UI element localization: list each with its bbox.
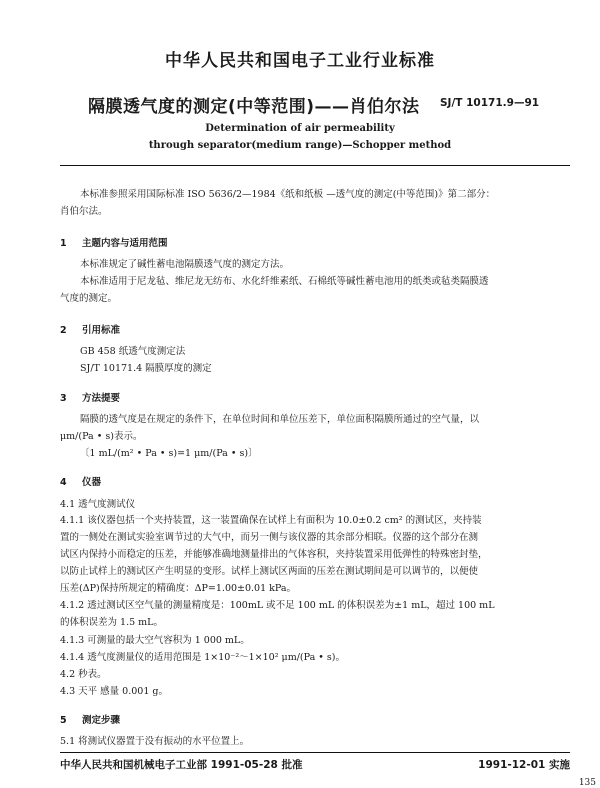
reference-1: GB 458 纸透气度测定法 xyxy=(80,346,186,357)
item-4-3: 4.3 天平 感量 0.001 g。 xyxy=(60,686,168,697)
item-4-1-heading: 4.1 透气度测试仪 xyxy=(60,499,136,510)
section-4-title: 仪器 xyxy=(82,477,102,488)
item-4-2: 4.2 秒表。 xyxy=(60,669,107,680)
intro-line-1: 本标准参照采用国际标准 ISO 5636/2—1984《纸和纸板 —透气度的测定(中等范围)》第二部分： xyxy=(80,189,496,200)
section-1-para-1: 本标准规定了碱性蓄电池隔膜透气度的测定方法。 xyxy=(80,259,290,270)
english-title-line-1: Determination of air permeability xyxy=(205,123,395,134)
section-1-para-2a: 本标准适用于尼龙毡、维尼龙无纺布、水化纤维素纸、石棉纸等碱性蓄电池用的纸类或毡类隔膜透 xyxy=(80,276,489,287)
section-3-heading xyxy=(60,390,120,404)
item-4-1-1-line-d: 以防止试样上的测试区产生明显的变形。试样上测试区两面的压差在测试期间是可以调节的，以便使 xyxy=(60,566,479,577)
section-1-title: 主题内容与适用范围 xyxy=(82,238,168,249)
page-number: 135 xyxy=(578,778,596,788)
section-1-heading xyxy=(60,235,168,249)
section-2-heading xyxy=(60,322,120,336)
page-title: 隔膜透气度的测定(中等范围)——肖伯尔法 xyxy=(88,97,420,117)
top-rule xyxy=(60,165,570,166)
intro-line-2: 肖伯尔法。 xyxy=(60,206,108,217)
section-3-para-1b: μm/(Pa • s)表示。 xyxy=(60,431,143,442)
item-4-1-4: 4.1.4 透气度测量仪的适用范围是 1×10⁻²～1×10² μm/(Pa • s)。 xyxy=(60,652,345,663)
item-4-1-2-line-b: 的体积误差为 1.5 mL。 xyxy=(60,617,163,628)
item-4-1-2-line-a: 4.1.2 透过测试区空气量的测量精度是：100mL 或不足 100 mL 的体积误差为±1 mL，超过 100 mL xyxy=(60,600,495,611)
section-5-number: 5 xyxy=(60,715,67,726)
section-2-title: 引用标准 xyxy=(82,325,121,336)
section-3-title: 方法提要 xyxy=(82,393,121,404)
standard-header: 中华人民共和国电子工业行业标准 xyxy=(165,51,435,71)
reference-2: SJ/T 10171.4 隔膜厚度的测定 xyxy=(80,363,212,374)
section-5-title: 测定步骤 xyxy=(82,715,121,726)
item-4-1-1-line-a: 4.1.1 该仪器包括一个夹持装置，这一装置确保在试样上有面积为 10.0±0.2 cm² 的测试区，夹持装 xyxy=(60,515,482,526)
approval-date: 中华人民共和国机械电子工业部 1991-05-28 批准 xyxy=(60,759,303,771)
section-1-para-2b: 气度的测定。 xyxy=(60,293,118,304)
section-3-number: 3 xyxy=(60,393,67,404)
item-5-1: 5.1 将测试仪器置于没有振动的水平位置上。 xyxy=(60,736,250,747)
item-4-1-3: 4.1.3 可测量的最大空气容积为 1 000 mL。 xyxy=(60,635,250,646)
item-4-1-1-line-e: 压差(ΔP)保持所规定的精确度：ΔP=1.00±0.01 kPa。 xyxy=(60,583,297,594)
section-1-number: 1 xyxy=(60,238,67,249)
standard-code: SJ/T 10171.9—91 xyxy=(440,97,540,109)
implementation-date: 1991-12-01 实施 xyxy=(478,759,570,771)
section-4-number: 4 xyxy=(60,477,67,488)
section-2-number: 2 xyxy=(60,325,67,336)
english-title-line-2: through separator(medium range)—Schopper method xyxy=(148,140,452,151)
section-5-heading xyxy=(60,712,120,726)
section-3-para-1a: 隔膜的透气度是在规定的条件下，在单位时间和单位压差下，单位面积隔膜所通过的空气量，以 xyxy=(80,414,480,425)
section-4-heading xyxy=(60,474,101,488)
item-4-1-1-line-b: 置的一侧处在测试实验室调节过的大气中，而另一侧与该仪器的其余部分相联。仪器的这个部分在测 xyxy=(60,532,479,543)
item-4-1-1-line-c: 试区内保持小而稳定的压差，并能够准确地测量排出的气体容积，夹持装置采用低弹性的特殊密封垫， xyxy=(60,549,488,560)
bottom-rule xyxy=(60,752,570,753)
section-3-formula: 〔1 mL/(m² • Pa • s)=1 μm/(Pa • s)〕 xyxy=(80,448,258,459)
